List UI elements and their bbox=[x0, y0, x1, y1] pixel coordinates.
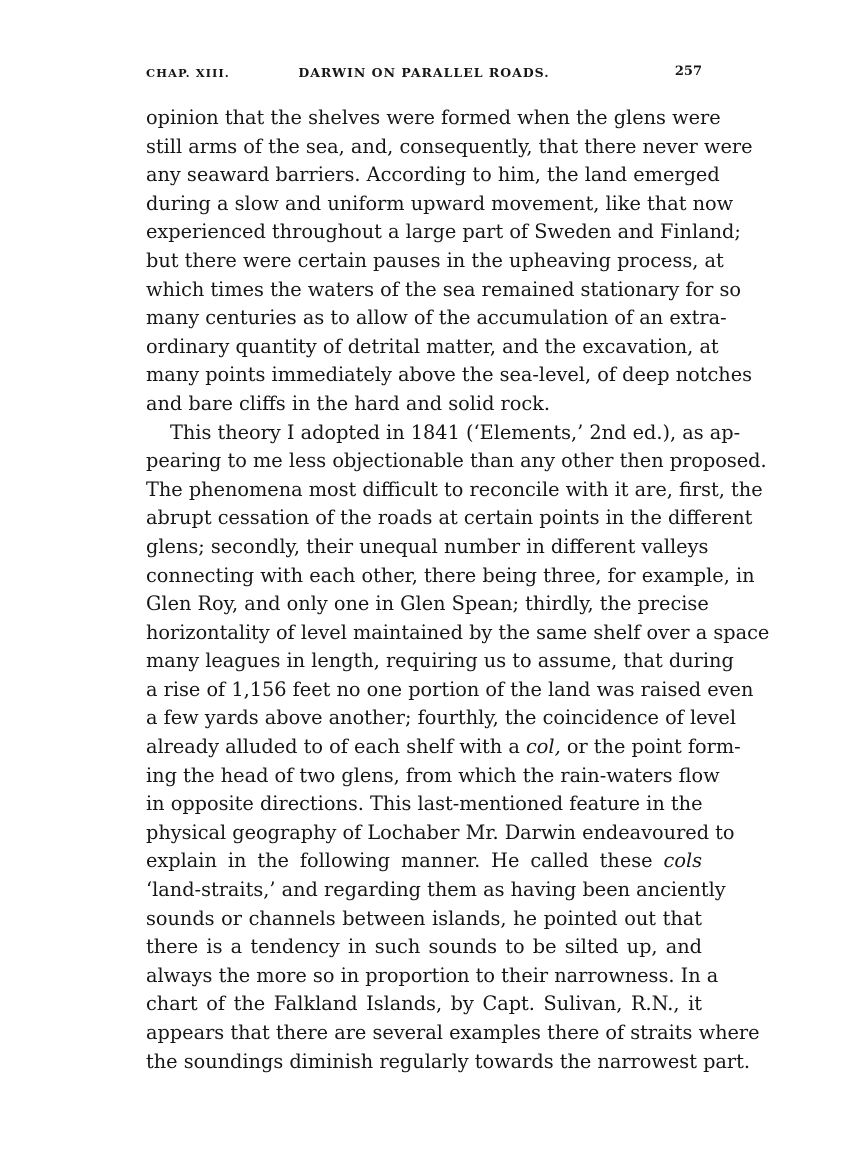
text-line: ordinary quantity of detrital matter, and the excavation, at bbox=[146, 334, 719, 358]
italic-term-col: col, bbox=[526, 735, 561, 759]
body-text bbox=[146, 104, 770, 1076]
text-line: many leagues in length, requiring us to assume, that during bbox=[146, 649, 734, 673]
text-line: which times the waters of the sea remained stationary for so bbox=[146, 277, 741, 301]
text-line: abrupt cessation of the roads at certain points in the different bbox=[146, 506, 753, 530]
text-line: appears that there are several examples there of straits where bbox=[146, 1021, 760, 1044]
text-line: ‘land-straits,’ and regarding them as having been anciently bbox=[146, 878, 726, 902]
text-line: many centuries as to allow of the accumulation of an extra- bbox=[146, 306, 727, 330]
line-text: explain in the following manner. He called these bbox=[146, 849, 653, 873]
line-text: already alluded to of each shelf with a bbox=[146, 735, 520, 759]
running-head bbox=[146, 60, 702, 86]
book-page bbox=[146, 60, 770, 1076]
text-line-with-italic bbox=[146, 733, 741, 762]
text-line: but there were certain pauses in the upheaving process, at bbox=[146, 248, 724, 272]
chapter-label: CHAP. XIII. bbox=[146, 66, 230, 80]
text-line: physical geography of Lochaber Mr. Darwin endeavoured to bbox=[146, 820, 735, 844]
text-line: many points immediately above the sea-level, of deep notches bbox=[146, 363, 753, 387]
paragraph-end-line: and bare cliffs in the hard and solid rock. bbox=[146, 391, 550, 415]
text-line: any seaward barriers. According to him, the land emerged bbox=[146, 163, 720, 187]
text-line: there is a tendency in such sounds to be silted up, and bbox=[146, 935, 702, 959]
text-line: Glen Roy, and only one in Glen Spean; thirdly, the precise bbox=[146, 592, 709, 616]
text-line: pearing to me less objectionable than any other then proposed. bbox=[146, 449, 767, 473]
text-line: connecting with each other, there being three, for example, in bbox=[146, 563, 755, 587]
text-line-with-italic bbox=[146, 847, 702, 876]
paragraph-start-line: This theory I adopted in 1841 (‘Elements,’ 2nd ed.), as ap- bbox=[170, 420, 741, 444]
text-line: chart of the Falkland Islands, by Capt. Sulivan, R.N., it bbox=[146, 992, 702, 1016]
text-line: The phenomena most difficult to reconcile with it are, first, the bbox=[146, 477, 763, 501]
text-line: experienced throughout a large part of Sweden and Finland; bbox=[146, 220, 741, 244]
text-line: in opposite directions. This last-mentioned feature in the bbox=[146, 792, 703, 816]
text-line: a few yards above another; fourthly, the coincidence of level bbox=[146, 706, 736, 730]
text-line: horizontality of level maintained by the same shelf over a space bbox=[146, 620, 770, 644]
text-line: opinion that the shelves were formed when the glens were bbox=[146, 106, 721, 129]
running-title: DARWIN ON PARALLEL ROADS. bbox=[298, 65, 550, 80]
text-line: a rise of 1,156 feet no one portion of the land was raised even bbox=[146, 677, 754, 701]
text-line: glens; secondly, their unequal number in different valleys bbox=[146, 534, 709, 558]
text-line: sounds or channels between islands, he pointed out that bbox=[146, 906, 702, 930]
line-text-tail: or the point form- bbox=[560, 735, 741, 759]
text-line: during a slow and uniform upward movement, like that now bbox=[146, 191, 734, 215]
text-line: always the more so in proportion to their narrowness. In a bbox=[146, 963, 719, 987]
text-line: the soundings diminish regularly towards the narrowest part. bbox=[146, 1049, 750, 1073]
text-line: still arms of the sea, and, consequently, that there never were bbox=[146, 134, 753, 158]
text-line: ing the head of two glens, from which the rain-waters flow bbox=[146, 763, 720, 787]
italic-term-cols: cols bbox=[663, 849, 703, 873]
page-number: 257 bbox=[674, 64, 702, 79]
